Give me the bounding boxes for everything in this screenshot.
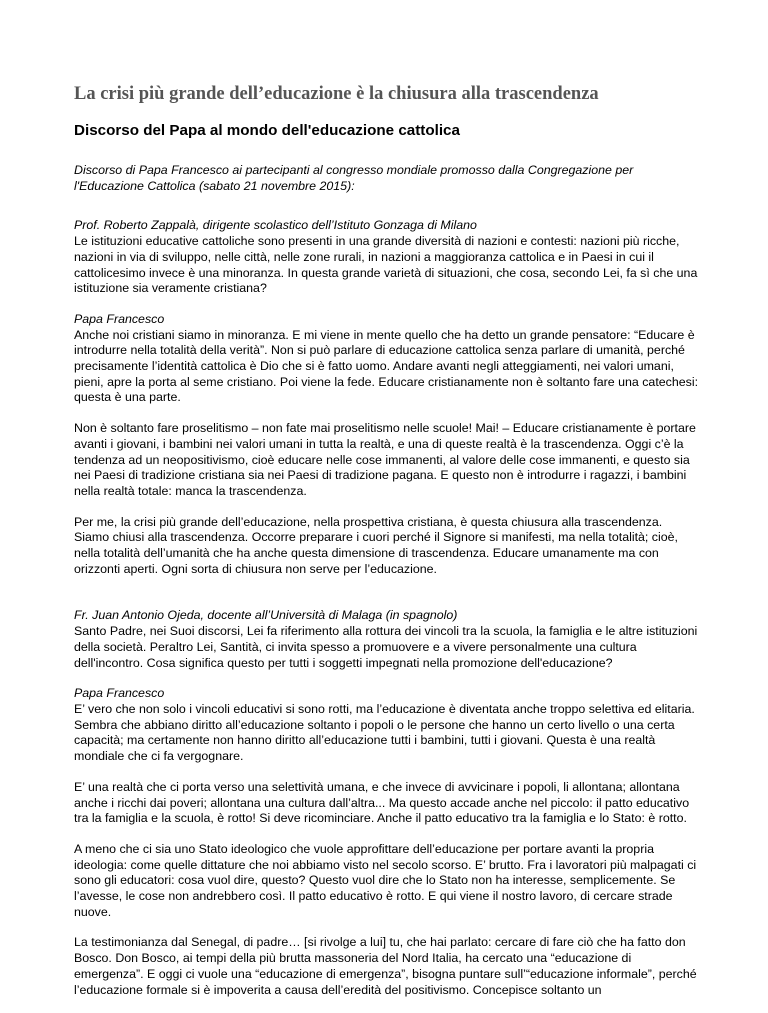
paragraph: Non è soltanto fare proselitismo – non fate mai proselitismo nelle scuole! Mai! – Educare cristianamente è portare avanti i giovani, i bambini nei valori umani in tutta la realtà, e una di queste realtà è la trascendenza. Oggi c’è la tendenza ad un neopositivismo, cioè educare nelle cose immanenti, al valore delle cose immanenti, e questo sia nei Paesi di tradizione cristiana sia nei Paesi di tradizione pagana. E questo non è introdurre i ragazzi, i bambini nella realtà totale: manca la trascendenza. [74,421,696,498]
speaker-label: Fr. Juan Antonio Ojeda, docente all’Università di Malaga (in spagnolo) [74,608,458,623]
paragraph: Le istituzioni educative cattoliche sono presenti in una grande diversità di nazioni e contesti: nazioni più ricche, nazioni in via di sviluppo, nelle città, nelle zone rurali, in nazioni a maggioranza cattolica e in Paesi in cui il cattolicesimo invece è una minoranza. In questa grande varietà di situazioni, che cosa, secondo Lei, fa sì che una istituzione sia veramente cristiana? [74,234,698,296]
section-ojeda-question [74,608,700,671]
paragraph: E’ vero che non solo i vincoli educativi si sono rotti, ma l’educazione è diventata anche troppo selettiva ed elitaria. Sembra che abbiano diritto all’educazione soltanto i popoli o le persone che hanno un certo livello o una certa capacità; ma certamente non hanno diritto all’educazione tutti i bambini, tutti i giovani. Questa è una realtà mondiale che ci fa vergognare. [74,701,695,764]
section-zappala-question [74,218,700,297]
paragraph: E’ una realtà che ci porta verso una selettività umana, e che invece di avvicinare i popoli, li allontana; allontana anche i ricchi dai poveri; allontana una cultura dall’altra... Ma questo accade anche nel piccolo: il patto educativo tra la famiglia e la scuola, è rotto! Si deve ricominciare. Anche il patto educativo tra la famiglia e lo Stato: è rotto. [74,779,690,826]
document-body [74,163,700,1013]
intro-text: Discorso di Papa Francesco ai partecipanti al congresso mondiale promosso dalla Congregazione per l'Educazione Cattolica (sabato 21 novembre 2015): [74,163,634,193]
paragraph: Per me, la crisi più grande dell’educazione, nella prospettiva cristiana, è questa chiusura alla trascendenza. Siamo chiusi alla trascendenza. Occorre preparare i cuori perché il Signore si manifesti, ma nella totalità; cioè, nella totalità dell’umanità che ha anche questa dimensione di trascendenza. Educare umanamente ma con orizzonti aperti. Ogni sorta di chiusura non serve per l’educazione. [74,514,678,576]
section-pope-answer-2 [74,686,700,998]
document-title: La crisi più grande dell’educazione è la chiusura alla trascendenza [74,84,599,104]
paragraph: La testimonianza dal Senegal, di padre… [si rivolge a lui] tu, che hai parlato: cercare di fare ciò che ha fatto don Bosco. Don Bosco, ai tempi della più brutta massoneria del Nord Italia, ha cercato una “educazione di emergenza”. E oggi ci vuole una “educazione di emergenza”, bisogna puntare sull’“educazione informale”, perché l’educazione formale si è impoverita a causa dell’eredità del positivismo. Concepisce soltanto un [74,935,697,997]
paragraph: A meno che ci sia uno Stato ideologico che vuole approfittare dell’educazione per portare avanti la propria ideologia: come quelle dittature che noi abbiamo visto nel secolo scorso. E’ brutto. Fra i lavoratori più malpagati ci sono gli educatori: cosa vuol dire, questo? Questo vuol dire che lo Stato non ha interesse, semplicemente. Se l’avesse, le cose non andrebbero così. Il patto educativo è rotto. E qui viene il nostro lavoro, di cercare strade nuove. [74,841,697,919]
intro-paragraph [74,163,700,194]
paragraph: Santo Padre, nei Suoi discorsi, Lei fa riferimento alla rottura dei vincoli tra la scuola, la famiglia e le altre istituzioni della società. Peraltro Lei, Santità, ci invita spesso a promuovere e a vivere personalmente una cultura dell'incontro. Cosa significa questo per tutti i soggetti impegnati nella promozione dell'educazione? [74,624,698,670]
paragraph: Anche noi cristiani siamo in minoranza. E mi viene in mente quello che ha detto un grande pensatore: “Educare è introdurre nella totalità della verità”. Non si può parlare di educazione cattolica senza parlare di umanità, perché precisamente l’identità cattolica è Dio che si è fatto uomo. Andare avanti negli atteggiamenti, nei valori umani, pieni, apre la porta al seme cristiano. Poi viene la fede. Educare cristianamente non è soltanto fare una catechesi: questa è una parte. [74,327,699,405]
speaker-label: Papa Francesco [74,311,165,326]
document-subtitle: Discorso del Papa al mondo dell'educazione cattolica [74,122,460,139]
speaker-label: Prof. Roberto Zappalà, dirigente scolastico dell’Istituto Gonzaga di Milano [74,218,477,233]
speaker-label: Papa Francesco [74,686,165,701]
section-pope-answer-1 [74,312,700,578]
